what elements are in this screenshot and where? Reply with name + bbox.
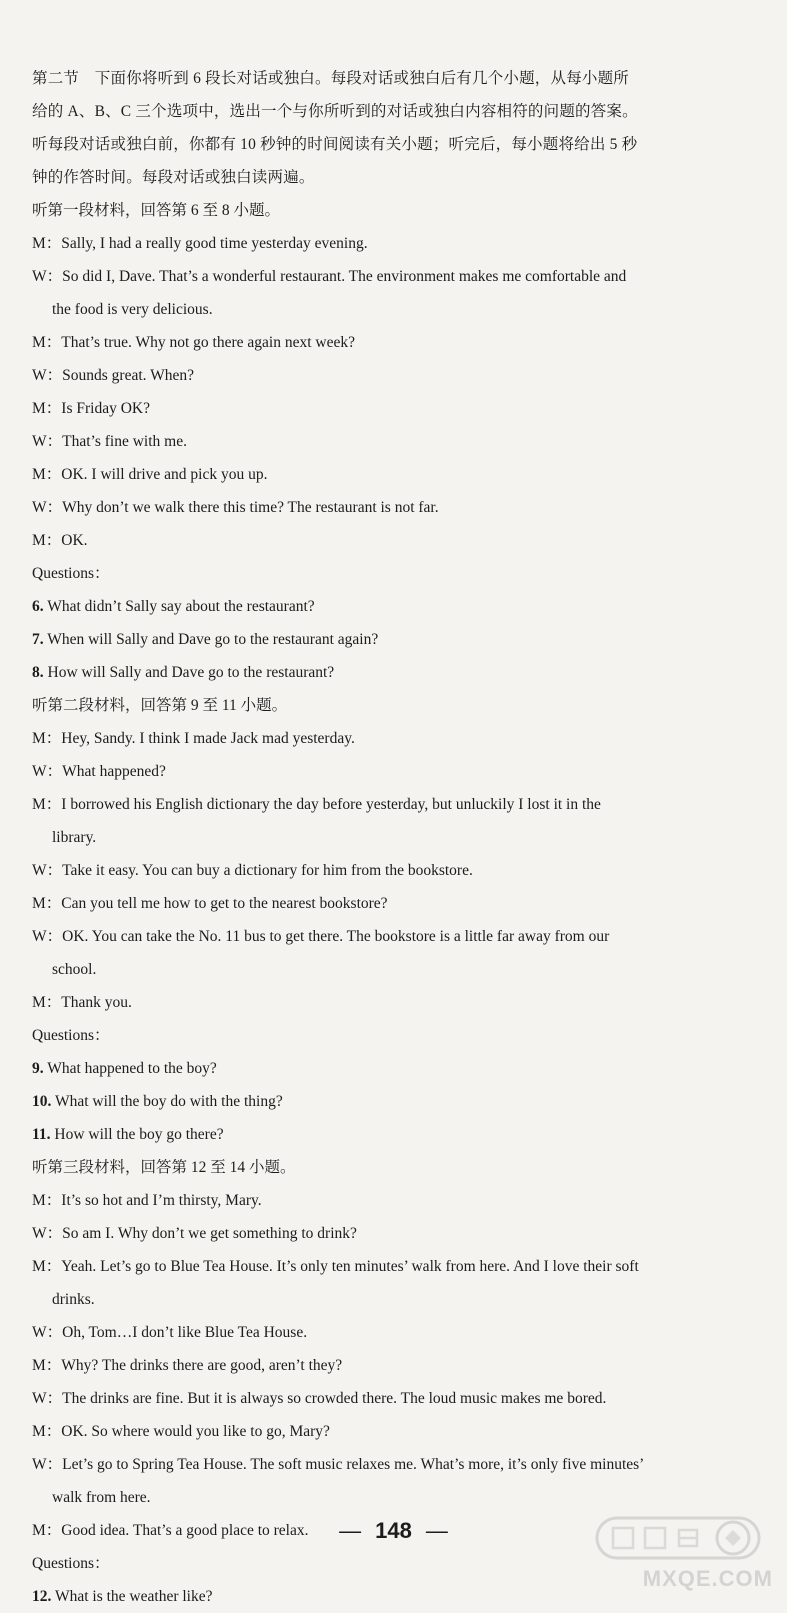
dialogue-line: M：Thank you. bbox=[32, 994, 132, 1011]
dialogue-line: W：Why don’t we walk there this time? The restaurant is not far. bbox=[32, 499, 439, 516]
question-item bbox=[32, 623, 757, 656]
footer-dash-right: — bbox=[425, 1518, 448, 1543]
question-number: 6. bbox=[32, 598, 44, 615]
material-heading: 听第一段材料，回答第 6 至 8 小题。 bbox=[32, 202, 281, 219]
dialogue-turn bbox=[32, 920, 757, 986]
dialogue-line: W：Let’s go to Spring Tea House. The soft music relaxes me. What’s more, it’s only five minutes’ bbox=[32, 1456, 645, 1473]
question-item bbox=[32, 1118, 757, 1151]
question-text: What happened to the boy? bbox=[43, 1060, 217, 1077]
question-item bbox=[32, 656, 757, 689]
dialogue-line: M：Is Friday OK? bbox=[32, 400, 150, 417]
footer-dash-left: — bbox=[339, 1518, 362, 1543]
question-item bbox=[32, 590, 757, 623]
dialogue-line-continued: drinks. bbox=[52, 1291, 95, 1308]
intro-line: 第二节 下面你将听到 6 段长对话或独白。每段对话或独白后有几个小题，从每小题所 bbox=[32, 70, 630, 87]
watermark bbox=[583, 1512, 773, 1592]
question-number: 8. bbox=[32, 664, 44, 681]
dialogue-line: M：Good idea. That’s a good place to relax. bbox=[32, 1522, 309, 1539]
dialogue-line: W：Sounds great. When? bbox=[32, 367, 194, 384]
material-heading: 听第三段材料，回答第 12 至 14 小题。 bbox=[32, 1159, 296, 1176]
question-text: What will the boy do with the thing? bbox=[51, 1093, 283, 1110]
dialogue-turn bbox=[32, 1184, 757, 1217]
dialogue-line-continued: walk from here. bbox=[52, 1489, 151, 1506]
question-number: 10. bbox=[32, 1093, 52, 1110]
question-number: 9. bbox=[32, 1060, 44, 1077]
dialogue-line: W：So am I. Why don’t we get something to drink? bbox=[32, 1225, 357, 1242]
dialogue-turn bbox=[32, 1349, 757, 1382]
section-intro bbox=[32, 62, 757, 194]
questions-label: Questions： bbox=[32, 1555, 110, 1572]
dialogue-line-continued: school. bbox=[52, 961, 97, 978]
dialogue-line: W：The drinks are fine. But it is always so crowded there. The loud music makes me bored. bbox=[32, 1390, 607, 1407]
dialogue-turn bbox=[32, 524, 757, 557]
question-text: What didn’t Sally say about the restaurant? bbox=[43, 598, 315, 615]
material-heading: 听第二段材料，回答第 9 至 11 小题。 bbox=[32, 697, 288, 714]
intro-line: 钟的作答时间。每段对话或独白读两遍。 bbox=[32, 169, 315, 186]
question-text: How will the boy go there? bbox=[50, 1126, 224, 1143]
dialogue-turn bbox=[32, 227, 757, 260]
dialogue-turn bbox=[32, 1250, 757, 1316]
question-text: When will Sally and Dave go to the restaurant again? bbox=[43, 631, 379, 648]
dialogue-turn bbox=[32, 392, 757, 425]
page-number: 148 bbox=[375, 1518, 412, 1543]
dialogue-line: M：OK. bbox=[32, 532, 88, 549]
material-1 bbox=[32, 194, 757, 689]
dialogue-line: W：Oh, Tom…I don’t like Blue Tea House. bbox=[32, 1324, 308, 1341]
question-item bbox=[32, 1085, 757, 1118]
material-2 bbox=[32, 689, 757, 1151]
dialogue-line: W：What happened? bbox=[32, 763, 166, 780]
dialogue-turn bbox=[32, 1415, 757, 1448]
dialogue-line: M：I borrowed his English dictionary the day before yesterday, but unluckily I lost it in the bbox=[32, 796, 601, 813]
dialogue-line: W：Take it easy. You can buy a dictionary for him from the bookstore. bbox=[32, 862, 473, 879]
dialogue-turn bbox=[32, 425, 757, 458]
watermark-logo-icon bbox=[593, 1512, 763, 1564]
dialogue-line: M：OK. So where would you like to go, Mary? bbox=[32, 1423, 330, 1440]
dialogue-turn bbox=[32, 491, 757, 524]
intro-line: 听每段对话或独白前，你都有 10 秒钟的时间阅读有关小题；听完后，每小题将给出 5 秒 bbox=[32, 136, 638, 153]
dialogue-line-continued: the food is very delicious. bbox=[52, 301, 213, 318]
dialogue-turn bbox=[32, 788, 757, 854]
dialogue-line: M：It’s so hot and I’m thirsty, Mary. bbox=[32, 1192, 262, 1209]
question-number: 11. bbox=[32, 1126, 51, 1143]
dialogue-line: M：Can you tell me how to get to the nearest bookstore? bbox=[32, 895, 388, 912]
dialogue-turn bbox=[32, 722, 757, 755]
dialogue-turn bbox=[32, 755, 757, 788]
dialogue-turn bbox=[32, 1217, 757, 1250]
dialogue-line: M：That’s true. Why not go there again next week? bbox=[32, 334, 355, 351]
dialogue-turn bbox=[32, 887, 757, 920]
dialogue-line: W：That’s fine with me. bbox=[32, 433, 187, 450]
question-text: How will Sally and Dave go to the restaurant? bbox=[43, 664, 335, 681]
intro-line: 给的 A、B、C 三个选项中，选出一个与你所听到的对话或独白内容相符的问题的答案。 bbox=[32, 103, 638, 120]
dialogue-turn bbox=[32, 359, 757, 392]
dialogue-line: M：OK. I will drive and pick you up. bbox=[32, 466, 268, 483]
question-number: 7. bbox=[32, 631, 44, 648]
questions-label: Questions： bbox=[32, 1027, 110, 1044]
dialogue-turn bbox=[32, 1316, 757, 1349]
watermark-url: MXQE.COM bbox=[642, 1566, 773, 1591]
dialogue-line: W：OK. You can take the No. 11 bus to get there. The bookstore is a little far away from our bbox=[32, 928, 610, 945]
page-content bbox=[32, 62, 757, 1613]
dialogue-turn bbox=[32, 260, 757, 326]
question-number: 12. bbox=[32, 1588, 52, 1605]
dialogue-turn bbox=[32, 1448, 757, 1514]
dialogue-line: M：Sally, I had a really good time yesterday evening. bbox=[32, 235, 368, 252]
dialogue-line: M：Why? The drinks there are good, aren’t they? bbox=[32, 1357, 343, 1374]
question-item bbox=[32, 1052, 757, 1085]
dialogue-line: M：Hey, Sandy. I think I made Jack mad yesterday. bbox=[32, 730, 355, 747]
dialogue-turn bbox=[32, 854, 757, 887]
dialogue-line: W：So did I, Dave. That’s a wonderful restaurant. The environment makes me comfortable and bbox=[32, 268, 627, 285]
question-text: What is the weather like? bbox=[51, 1588, 213, 1605]
dialogue-turn bbox=[32, 458, 757, 491]
dialogue-line-continued: library. bbox=[52, 829, 97, 846]
dialogue-turn bbox=[32, 986, 757, 1019]
dialogue-turn bbox=[32, 1382, 757, 1415]
dialogue-line: M：Yeah. Let’s go to Blue Tea House. It’s only ten minutes’ walk from here. And I love their soft bbox=[32, 1258, 639, 1275]
dialogue-turn bbox=[32, 326, 757, 359]
questions-label: Questions： bbox=[32, 565, 110, 582]
